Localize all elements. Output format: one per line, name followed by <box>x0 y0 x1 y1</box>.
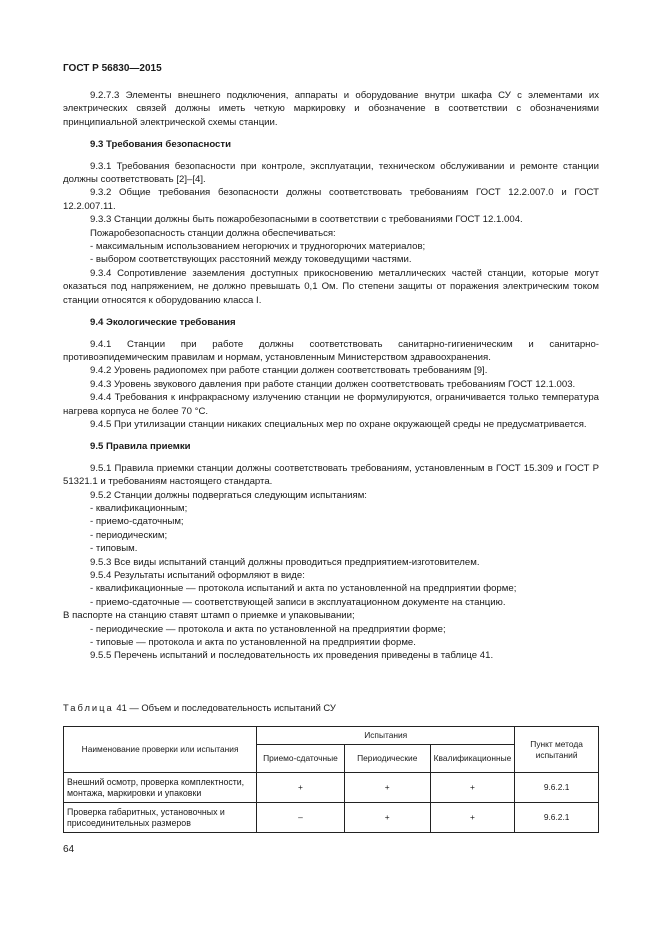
body-text <box>63 89 599 663</box>
table-caption-label: Таблица <box>63 702 114 713</box>
header-cell-acceptance: Приемо-сдаточные <box>257 745 345 773</box>
page-number: 64 <box>63 844 75 855</box>
row-method-cell: 9.6.2.1 <box>515 803 599 833</box>
table-caption <box>63 701 336 714</box>
section-heading-9-4: 9.4 Экологические требования <box>90 317 236 329</box>
section-heading-9-5: 9.5 Правила приемки <box>90 441 191 453</box>
table-caption-text: 41 — Объем и последовательность испытаний СУ <box>116 702 336 713</box>
paragraph: 9.5.1 Правила приемки станции должны соответствовать требованиям, установленным в ГОСТ 15.309 и ГОСТ Р 51321.1 и требованиям настоящего стандарта. <box>63 462 599 488</box>
table-row <box>64 803 599 833</box>
row-periodic-cell: + <box>344 773 430 803</box>
row-name-cell: Внешний осмотр, проверка комплектности, монтажа, маркировки и упаковки <box>64 773 257 803</box>
paragraph: 9.3.3 Станции должны быть пожаробезопасными в соответствии с требованиями ГОСТ 12.1.004. <box>90 214 523 226</box>
header-cell-method: Пункт метода испытаний <box>515 727 599 773</box>
paragraph: 9.4.3 Уровень звукового давления при работе станции должен соответствовать требованиям ГОСТ 12.1.003. <box>90 378 576 390</box>
paragraph: 9.4.5 При утилизации станции никаких специальных мер по охране окружающей среды не предусматривается. <box>90 418 587 430</box>
list-item: - максимальным использованием негорючих и трудногорючих материалов; <box>90 241 426 253</box>
standard-header: ГОСТ Р 56830—2015 <box>63 63 162 74</box>
paragraph: 9.4.4 Требования к инфракрасному излучению станции не формулируются, ограничивается только температура нагрева корпуса не более 70 °С. <box>63 392 599 417</box>
header-cell-periodic: Периодические <box>344 745 430 773</box>
list-item: - типовые — протокола и акта по установленной на предприятии форме. <box>90 637 416 649</box>
row-acceptance-cell: – <box>257 803 345 833</box>
row-periodic-cell: + <box>344 803 430 833</box>
paragraph: В паспорте на станцию ставят штамп о приемке и упаковывании; <box>63 610 355 622</box>
paragraph: 9.5.5 Перечень испытаний и последовательность их проведения приведены в таблице 41. <box>90 650 494 662</box>
row-method-cell: 9.6.2.1 <box>515 773 599 803</box>
paragraph: 9.3.4 Сопротивление заземления доступных прикосновению металлических частей станции, которые могут оказаться под напряжением, не должно превышать 0,1 Ом. По степени защиты от поражения электрическим током станции относятся к оборудованию класса I. <box>63 267 599 306</box>
list-item: - периодические — протокола и акта по установленной на предприятии форме; <box>90 623 446 635</box>
paragraph: 9.4.2 Уровень радиопомех при работе станции должен соответствовать требованиям [9]. <box>90 365 488 377</box>
list-item: - выбором соответствующих расстояний между токоведущими частями. <box>90 254 412 266</box>
list-item: - приемо-сдаточные — соответствующей записи в эксплуатационном документе на станцию. <box>90 596 506 608</box>
row-qualification-cell: + <box>430 803 515 833</box>
paragraph: 9.5.4 Результаты испытаний оформляют в виде: <box>90 570 305 581</box>
header-cell-qualification: Квалификационные <box>430 745 515 773</box>
header-cell-name: Наименование проверки или испытания <box>64 727 257 773</box>
row-acceptance-cell: + <box>257 773 345 803</box>
list-item: - типовым. <box>90 543 138 555</box>
paragraph: 9.3.2 Общие требования безопасности должны соответствовать требованиям ГОСТ 12.2.007.0 и ГОСТ 12.2.007.11. <box>63 187 599 212</box>
tests-table <box>63 726 599 833</box>
row-qualification-cell: + <box>430 773 515 803</box>
paragraph-9-2-7-3: 9.2.7.3 Элементы внешнего подключения, аппараты и оборудование внутри шкафа СУ с элементами их электрических связей должны иметь четкую маркировку и обозначение в соответствии с обозначениями принципиальной электрической схемы станции. <box>63 90 599 128</box>
paragraph: 9.5.3 Все виды испытаний станций должны проводиться предприятием-изготовителем. <box>90 556 480 568</box>
list-item: - периодическим; <box>90 529 168 541</box>
header-cell-tests: Испытания <box>257 727 515 745</box>
paragraph: 9.3.1 Требования безопасности при контроле, эксплуатации, техническом обслуживании и ремонте станции должны соответствовать [2]–[4]. <box>63 160 599 186</box>
list-item: - приемо-сдаточным; <box>90 516 184 528</box>
list-item: - квалификационные — протокола испытаний и акта по установленной на предприятии форме; <box>90 583 517 595</box>
table-row <box>64 773 599 803</box>
list-item: - квалификационным; <box>90 502 188 514</box>
paragraph: 9.5.2 Станции должны подвергаться следующим испытаниям: <box>90 489 367 501</box>
section-heading-9-3: 9.3 Требования безопасности <box>90 139 231 151</box>
row-name-cell: Проверка габаритных, установочных и присоединительных размеров <box>64 803 257 833</box>
paragraph: Пожаробезопасность станции должна обеспечиваться: <box>90 227 336 239</box>
paragraph: 9.4.1 Станции при работе должны соответствовать санитарно-гигиеническим и санитарно-противоэпидемическим правилам и нормам, установленным Министерством здравоохранения. <box>63 338 599 363</box>
